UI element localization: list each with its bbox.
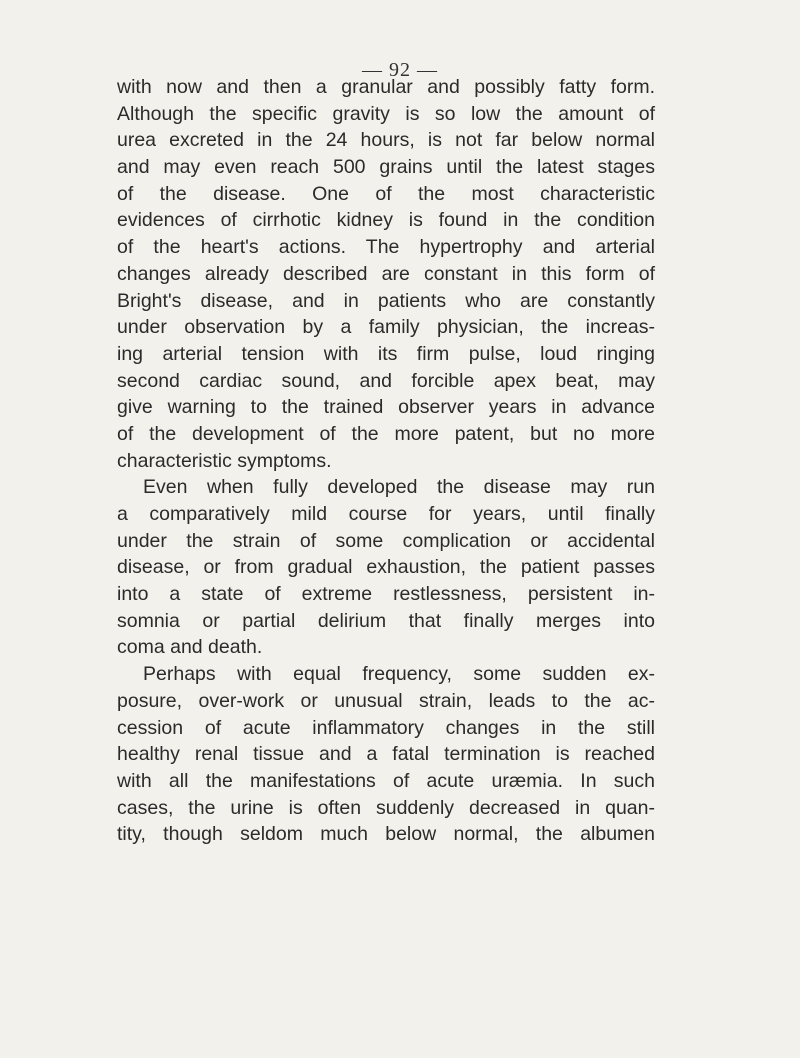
- text-line: disease, or from gradual exhaustion, the patient passes: [117, 556, 655, 579]
- text-line: ing arterial tension with its firm pulse, loud ringing: [117, 342, 655, 365]
- text-line: coma and death.: [117, 636, 263, 659]
- text-line: posure, over-work or unusual strain, leads to the ac-: [117, 689, 655, 712]
- text-line: under the strain of some complication or accidental: [117, 529, 655, 552]
- text-line: and may even reach 500 grains until the latest stages: [117, 156, 655, 179]
- text-line: of the development of the more patent, but no more: [117, 422, 655, 445]
- text-line: Bright's disease, and in patients who are constantly: [117, 289, 655, 312]
- text-line: healthy renal tissue and a fatal termination is reached: [117, 743, 655, 766]
- text-line: somnia or partial delirium that finally merges into: [117, 609, 655, 632]
- text-line: of the disease. One of the most characteristic: [117, 182, 655, 205]
- text-line: of the heart's actions. The hypertrophy and arterial: [117, 236, 655, 259]
- text-line: Although the specific gravity is so low the amount of: [117, 102, 655, 125]
- text-line: Even when fully developed the disease may run: [143, 476, 655, 499]
- text-line: with now and then a granular and possibly fatty form.: [117, 76, 655, 98]
- text-line: give warning to the trained observer years in advance: [117, 396, 655, 419]
- text-line: cases, the urine is often suddenly decreased in quan-: [117, 796, 655, 819]
- text-line: with all the manifestations of acute uræmia. In such: [117, 769, 655, 792]
- text-line: evidences of cirrhotic kidney is found in the condition: [117, 209, 655, 232]
- text-line: tity, though seldom much below normal, the albumen: [117, 823, 655, 846]
- text-line: urea excreted in the 24 hours, is not far below normal: [117, 129, 655, 152]
- text-line: characteristic symptoms.: [117, 449, 332, 472]
- text-line: second cardiac sound, and forcible apex beat, may: [117, 369, 655, 392]
- text-line: a comparatively mild course for years, until finally: [117, 503, 655, 525]
- text-line: into a state of extreme restlessness, persistent in-: [117, 583, 655, 606]
- body-text: [117, 74, 655, 848]
- text-line: cession of acute inflammatory changes in the still: [117, 716, 655, 739]
- text-line: Perhaps with equal frequency, some sudden ex-: [143, 663, 655, 686]
- page-number: — 92 —: [362, 59, 438, 81]
- text-line: under observation by a family physician, the increas-: [117, 316, 655, 339]
- text-line: changes already described are constant in this form of: [117, 262, 655, 285]
